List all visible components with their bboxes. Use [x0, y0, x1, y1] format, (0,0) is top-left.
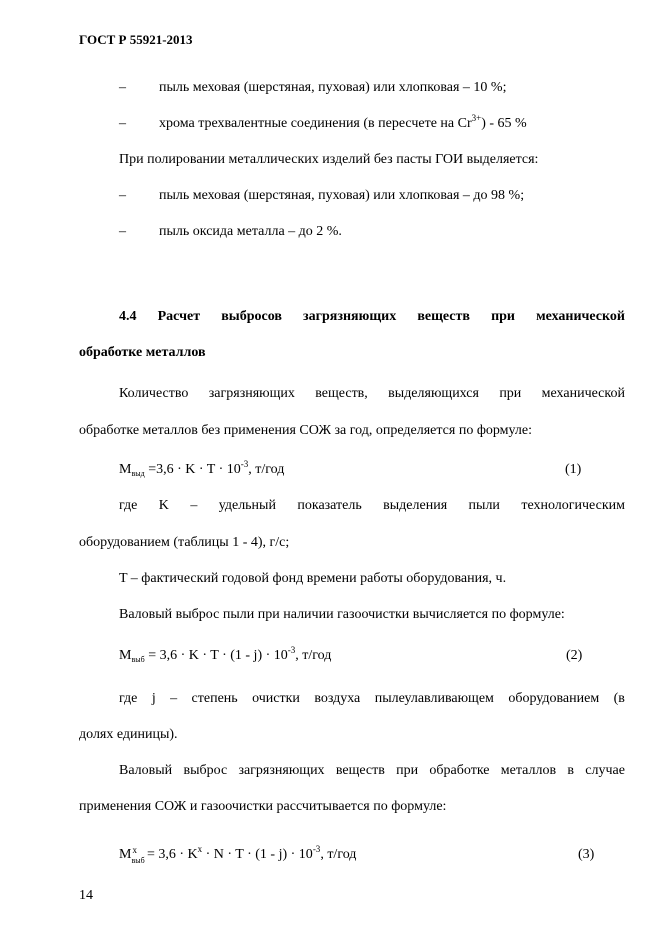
heading-word: загрязняющих — [303, 309, 397, 324]
list-dash: – — [119, 116, 126, 131]
paragraph-line — [119, 762, 625, 780]
heading-word: при — [491, 309, 515, 324]
superscript: х — [132, 845, 137, 855]
equation-number: (3) — [578, 847, 595, 862]
list-dash: – — [119, 188, 126, 203]
superscript: -3 — [312, 844, 321, 854]
subscript: выб — [131, 856, 145, 865]
formula-unit: , т/год — [320, 847, 357, 862]
formula-body: · N · T · (1 - j) · 10 — [202, 847, 313, 862]
word: при — [499, 386, 522, 401]
superscript: х — [197, 844, 203, 854]
word: выделения — [383, 498, 448, 513]
word: степень — [191, 691, 238, 706]
word: Количество — [119, 386, 189, 401]
word: показатель — [297, 498, 362, 513]
list-item: пыль меховая (шерстяная, пуховая) или хлопковая – до 98 %; — [159, 188, 525, 203]
list-dash: – — [119, 80, 126, 95]
word: технологическим — [521, 498, 625, 513]
word: j — [151, 691, 156, 706]
word: выброс — [183, 763, 228, 778]
list-item-text: ) - 65 % — [481, 116, 527, 131]
paragraph: При полировании металлических изделий без пасты ГОИ выделяется: — [119, 152, 539, 167]
formula-1 — [119, 461, 284, 479]
word: Валовый — [119, 763, 173, 778]
word: оборудованием — [508, 691, 600, 706]
word: обработке — [429, 763, 490, 778]
heading-word: выбросов — [221, 309, 282, 324]
paragraph-line: применения СОЖ и газоочистки рассчитывается по формуле: — [79, 799, 447, 814]
equation-number: (2) — [566, 648, 583, 663]
formula-body: = 3,6 · K — [143, 847, 198, 862]
formula-unit: , т/год — [295, 648, 332, 663]
list-item: пыль оксида металла – до 2 %. — [159, 224, 342, 239]
word: загрязняющих — [238, 763, 325, 778]
formula-2 — [119, 647, 331, 665]
list-item-text: хрома трехвалентные соединения (в пересчете на Cr — [159, 116, 472, 131]
superscript: -3 — [240, 459, 249, 469]
word: воздуха — [314, 691, 361, 706]
section-heading-line2: обработке металлов — [79, 345, 206, 360]
list-dash: – — [119, 224, 126, 239]
page-number: 14 — [79, 888, 93, 903]
formula-unit: , т/год — [248, 462, 285, 477]
word: – — [190, 498, 198, 513]
word: случае — [585, 763, 625, 778]
list-item: пыль меховая (шерстяная, пуховая) или хлопковая – 10 %; — [159, 80, 507, 95]
word: пылеулавливающем — [374, 691, 494, 706]
formula-symbol: M — [119, 847, 132, 862]
paragraph-line — [119, 497, 625, 515]
equation-number: (1) — [565, 462, 582, 477]
subscript: выб — [131, 655, 145, 664]
section-heading-line1 — [119, 308, 625, 326]
word: при — [396, 763, 419, 778]
document-header: ГОСТ Р 55921-2013 — [79, 32, 193, 47]
paragraph-line: оборудованием (таблицы 1 - 4), г/с; — [79, 535, 290, 550]
subscript: выд — [131, 469, 145, 478]
paragraph-line: обработке металлов без применения СОЖ за год, определяется по формуле: — [79, 423, 533, 438]
formula-body: =3,6 · K · T · 10 — [144, 462, 241, 477]
section-number: 4.4 — [119, 309, 137, 324]
word: выделяющихся — [388, 386, 479, 401]
paragraph-line: долях единицы). — [79, 727, 178, 742]
word: (в — [613, 691, 625, 706]
word: металлов — [500, 763, 557, 778]
heading-word: механической — [536, 309, 625, 324]
word: где — [119, 498, 138, 513]
paragraph: T – фактический годовой фонд времени работы оборудования, ч. — [119, 571, 507, 586]
formula-symbol: M — [119, 648, 132, 663]
word: очистки — [252, 691, 300, 706]
heading-word: Расчет — [157, 309, 201, 324]
word: где — [119, 691, 138, 706]
sup-sub-group — [131, 845, 145, 865]
word: веществ, — [315, 386, 368, 401]
paragraph-line — [119, 385, 625, 403]
word: веществ — [335, 763, 385, 778]
word: K — [158, 498, 169, 513]
word: в — [567, 763, 574, 778]
word: механической — [541, 386, 625, 401]
formula-body: = 3,6 · K · T · (1 - j) · 10 — [144, 648, 288, 663]
superscript: -3 — [287, 645, 296, 655]
paragraph: Валовый выброс пыли при наличии газоочистки вычисляется по формуле: — [119, 607, 565, 622]
formula-symbol: M — [119, 462, 132, 477]
superscript: 3+ — [471, 113, 482, 123]
word: пыли — [468, 498, 500, 513]
word: загрязняющих — [208, 386, 295, 401]
heading-word: веществ — [417, 309, 470, 324]
formula-3 — [119, 846, 356, 864]
list-item — [159, 115, 527, 133]
word: – — [170, 691, 178, 706]
paragraph-line — [119, 690, 625, 708]
word: удельный — [218, 498, 276, 513]
